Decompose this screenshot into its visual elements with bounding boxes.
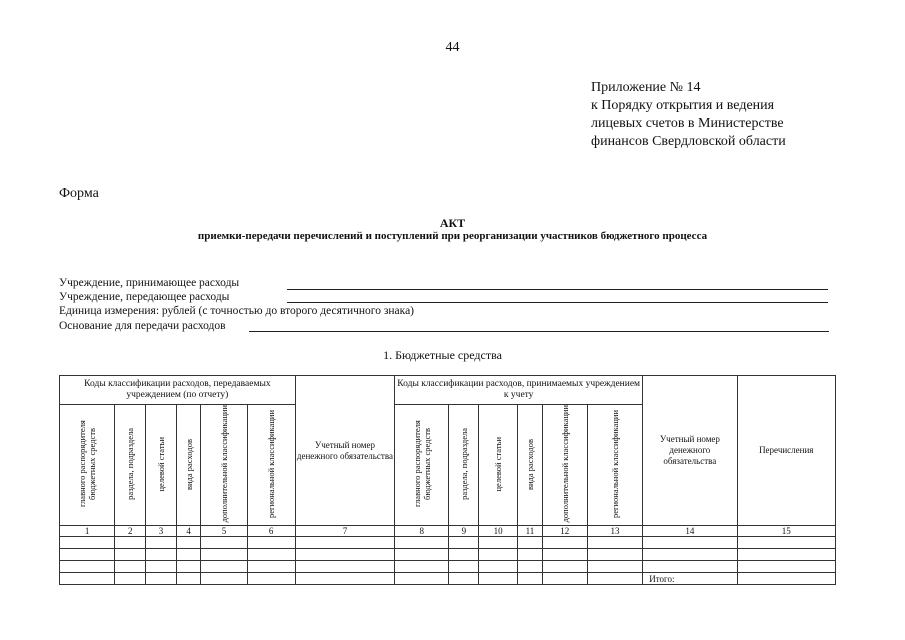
column-number: 4 (176, 526, 201, 537)
column-number: 8 (395, 526, 449, 537)
appendix-line: Приложение № 14 (591, 80, 701, 95)
unit-label: Единица измерения: рублей (с точностью до второго десятичного знака) (59, 305, 415, 317)
column-number: 14 (643, 526, 737, 537)
header-account-number-right: Учетный номер денежного обязательства (643, 376, 737, 526)
header-target-right: целевой статьи (479, 405, 518, 526)
column-numbers-row (60, 526, 836, 537)
total-label: Итого: (643, 573, 737, 585)
receiving-institution-line (287, 289, 828, 290)
column-number: 12 (542, 526, 587, 537)
header-transfers: Перечисления (737, 376, 836, 526)
header-main-manager-right: главного распорядителя бюджетных средств (395, 405, 449, 526)
header-section-left: раздела, подраздела (115, 405, 146, 526)
form-label: Форма (59, 186, 99, 201)
transferring-institution-line (287, 302, 828, 303)
header-expense-type-left: вида расходов (176, 405, 201, 526)
group-header-transferred: Коды классификации расходов, передаваемых учреждением (по отчету) (60, 376, 296, 405)
table-row (60, 549, 836, 561)
budget-funds-table (59, 375, 836, 585)
column-number: 6 (247, 526, 295, 537)
header-section-right: раздела, подраздела (449, 405, 479, 526)
transferring-institution-label: Учреждение, передающее расходы (59, 291, 230, 303)
table-row (60, 537, 836, 549)
header-additional-left: дополнительной классификации (201, 405, 247, 526)
appendix-line: финансов Свердловской области (591, 134, 786, 149)
receiving-institution-label: Учреждение, принимающее расходы (59, 277, 240, 289)
total-row (60, 573, 836, 585)
column-number: 11 (518, 526, 543, 537)
table-row (60, 561, 836, 573)
header-target-left: целевой статьи (146, 405, 177, 526)
act-title: АКТ (439, 216, 466, 230)
header-account-number-left: Учетный номер денежного обязательства (295, 376, 394, 526)
appendix-note (591, 79, 786, 151)
header-main-manager-left: главного распорядителя бюджетных средств (60, 405, 115, 526)
column-number: 9 (449, 526, 479, 537)
basis-line (249, 331, 829, 332)
column-number: 15 (737, 526, 836, 537)
header-regional-right: региональной классификации (587, 405, 642, 526)
column-number: 13 (587, 526, 642, 537)
column-number: 10 (479, 526, 518, 537)
column-number: 2 (115, 526, 146, 537)
page-number: 44 (445, 40, 460, 55)
column-number: 3 (146, 526, 177, 537)
act-subtitle: приемки-передачи перечислений и поступлений при реорганизации участников бюджетного процесса (197, 230, 708, 242)
total-value (737, 573, 836, 585)
column-number: 5 (201, 526, 247, 537)
column-number: 1 (60, 526, 115, 537)
appendix-line: к Порядку открытия и ведения (591, 98, 775, 113)
header-expense-type-right: вида расходов (518, 405, 543, 526)
section-title: 1. Бюджетные средства (383, 348, 502, 362)
basis-label: Основание для передачи расходов (59, 320, 226, 332)
header-regional-left: региональной классификации (247, 405, 295, 526)
header-additional-right: дополнительной классификации (542, 405, 587, 526)
group-header-received: Коды классификации расходов, принимаемых учреждением к учету (395, 376, 643, 405)
column-number: 7 (295, 526, 394, 537)
appendix-line: лицевых счетов в Министерстве (591, 116, 784, 131)
